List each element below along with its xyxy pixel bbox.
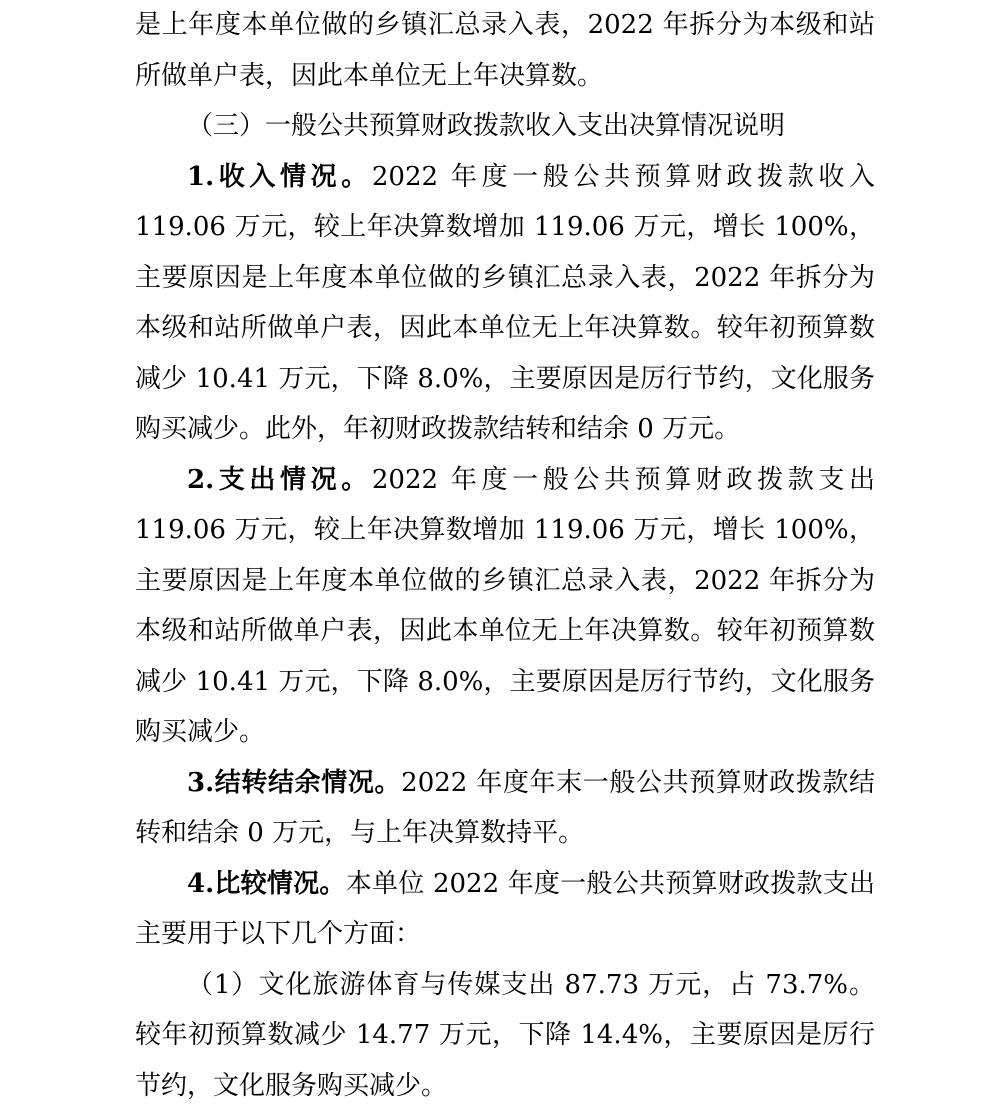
document-page: [135, 0, 875, 1111]
paragraph-text: （1）文化旅游体育与传媒支出 87.73 万元，占 73.7%。较年初预算数减少 14.77 万元，下降 14.4%，主要原因是厉行节约，文化服务购买减少。: [135, 970, 875, 1101]
paragraph-lead: 2.支出情况。: [187, 465, 372, 495]
paragraph-comparison: [135, 859, 875, 960]
section-heading: [135, 101, 875, 152]
paragraph-text: 2022 年度一般公共预算财政拨款收入 119.06 万元，较上年决算数增加 119.06 万元，增长 100%，主要原因是上年度本单位做的乡镇汇总录入表，2022 年拆分为本级和站所做单户表，因此本单位无上年决算数。较年初预算数减少 10.41 万元，下降 8.0%，主要原因是厉行节约，文化服务购买减少。此外，年初财政拨款结转和结余 0 万元。: [135, 162, 875, 445]
paragraph-income: [135, 152, 875, 455]
paragraph-continuation: [135, 0, 875, 101]
paragraph-lead: 3.结转结余情况。: [187, 768, 401, 798]
paragraph-sub-item: [135, 960, 875, 1111]
paragraph-expenditure: [135, 455, 875, 758]
paragraph-lead: 1.收入情况。: [187, 162, 372, 192]
paragraph-text: 本单位 2022 年度一般公共预算财政拨款支出主要用于以下几个方面：: [135, 869, 875, 950]
paragraph-carryover: [135, 758, 875, 859]
paragraph-text: 2022 年度一般公共预算财政拨款支出 119.06 万元，较上年决算数增加 119.06 万元，增长 100%，主要原因是上年度本单位做的乡镇汇总录入表，2022 年拆分为本级和站所做单户表，因此本单位无上年决算数。较年初预算数减少 10.41 万元，下降 8.0%，主要原因是厉行节约，文化服务购买减少。: [135, 465, 875, 748]
paragraph-lead: 4.比较情况。: [187, 869, 346, 899]
heading-text: （三）一般公共预算财政拨款收入支出决算情况说明: [187, 111, 785, 141]
paragraph-text: 2022 年度年末一般公共预算财政拨款结转和结余 0 万元，与上年决算数持平。: [135, 768, 875, 849]
paragraph-text: 是上年度本单位做的乡镇汇总录入表，2022 年拆分为本级和站所做单户表，因此本单位无上年决算数。: [135, 10, 875, 91]
